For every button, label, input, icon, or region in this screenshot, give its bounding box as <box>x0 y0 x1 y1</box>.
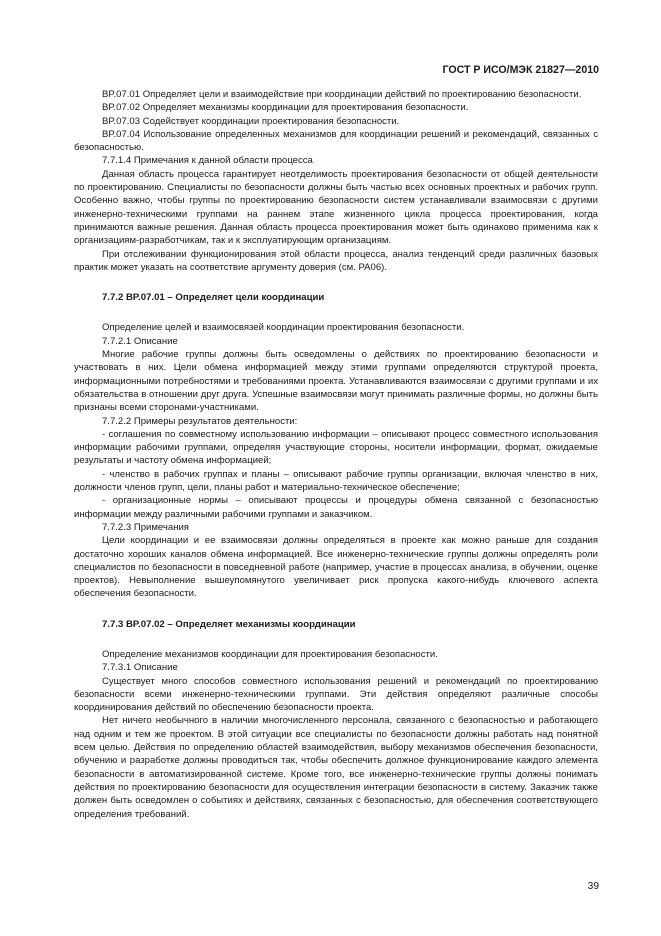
paragraph: Многие рабочие группы должны быть осведомлены о действиях по проектированию безопасности и участвовать в них. Цели обмена информацией между этими группами определяются структурой проекта, информационными потребностями и требованиями проекта. Устанавливаются взаимосвязи с другими группами и их обязательства в отношении друг друга. Успешные взаимосвязи могут принимать различные формы, но должны быть признаны всеми сторонами-участниками. <box>74 349 598 414</box>
subsection-title: 7.7.2.3 Примечания <box>102 521 189 533</box>
page-number: 39 <box>587 881 599 892</box>
paragraph: Существует много способов совместного использования решений и рекомендаций по проектированию безопасности всеми инженерно-техническими группами. Эти действия определяют различные способы координирования действий по обеспечению безопасности проекта. <box>74 675 598 714</box>
list-item: - соглашения по совместному использованию информации – описывают процесс совместного использования информации рабочими группами, определяя участвующие стороны, носители информации, формат, ожидаемые результаты и частоту обмена информацией; <box>74 428 598 467</box>
page-header: ГОСТ Р ИСО/МЭК 21827—2010 <box>442 64 599 76</box>
paragraph-bp0703: BP.07.03 Содействует координации проектирования безопасности. <box>102 115 400 127</box>
subsection-title: 7.7.1.4 Примечания к данной области процесса <box>102 155 313 167</box>
list-item: - членство в рабочих группах и планы – описывают рабочие группы организации, включая членство в них, должности членов групп, цели, планы работ и материально-техническое обеспечение; <box>74 468 598 494</box>
subsection-title: 7.7.3.1 Описание <box>102 662 178 674</box>
paragraph: Цели координации и ее взаимосвязи должны определяться в проекте как можно раньше для создания достаточно хороших каналов обмена информацией. Все инженерно-технические группы должны определять роли специалистов по безопасности в повседневной работе (например, участие в процессах анализа, в обучении, оценке проектов). Невыполнение вышеупомянутого увеличивает риск пропуска какого-нибудь ключевого аспекта обеспечения безопасности. <box>74 535 598 600</box>
document-body <box>74 88 598 821</box>
paragraph: Определение механизмов координации для проектирования безопасности. <box>102 648 438 660</box>
section-heading-772: 7.7.2 BP.07.01 – Определяет цели координации <box>102 292 325 304</box>
paragraph: Нет ничего необычного в наличии многочисленного персонала, связанного с безопасностью и работающего над одним и тем же проектом. В этой ситуации все специалисты по безопасности должны работать над понятной всем целью. Действия по определению областей взаимодействия, выбору механизмов обеспечения безопасности, обучению и разработке должны проводиться так, чтобы обеспечить должное функционирование каждого элемента безопасности в автоматизированной системе. Кроме того, все инженерно-технические группы должны понимать действия по проектированию безопасности для осуществления интеграции безопасности в систему. Заказчик также должен быть осведомлен о событиях и действиях, связанных с безопасностью, для обеспечения соответствующего определения требований. <box>74 715 598 820</box>
paragraph: При отслеживании функционирования этой области процесса, анализ тенденций среди различных базовых практик может указать на соответствие аргументу доверия (см. PA06). <box>74 248 598 273</box>
section-heading-773: 7.7.3 BP.07.02 – Определяет механизмы координации <box>102 618 356 630</box>
subsection-title: 7.7.2.1 Описание <box>102 335 178 347</box>
paragraph-bp0701: BP.07.01 Определяет цели и взаимодействие при координации действий по проектированию безопасности. <box>102 89 582 100</box>
paragraph-bp0704: BP.07.04 Использование определенных механизмов для координации решений и рекомендаций, связанных с безопасностью. <box>74 128 598 154</box>
subsection-title: 7.7.2.2 Примеры результатов деятельности: <box>102 415 298 427</box>
paragraph: Определение целей и взаимосвязей координации проектирования безопасности. <box>102 322 465 334</box>
list-item: - организационные нормы – описывают процессы и процедуры обмена связанной с безопасностью информации между различными рабочими группами и заказчиком. <box>74 495 598 520</box>
paragraph: Данная область процесса гарантирует неотделимость проектирования безопасности от общей деятельности по проектированию. Специалисты по безопасности должны быть частью всех основных проектных и рабочих групп. Особенно важно, чтобы группы по проектированию безопасности систем устанавливали взаимосвязи с другими инженерно-техническими группами на раннем этапе жизненного цикла процесса проектирования, когда принимаются важные решения. Данная область процесса проектирования может быть одинаково применима как к организациям-разработчикам, так и к эксплуатирующим организациям. <box>74 168 598 247</box>
paragraph-bp0702: BP.07.02 Определяет механизмы координации для проектирования безопасности. <box>102 102 469 114</box>
